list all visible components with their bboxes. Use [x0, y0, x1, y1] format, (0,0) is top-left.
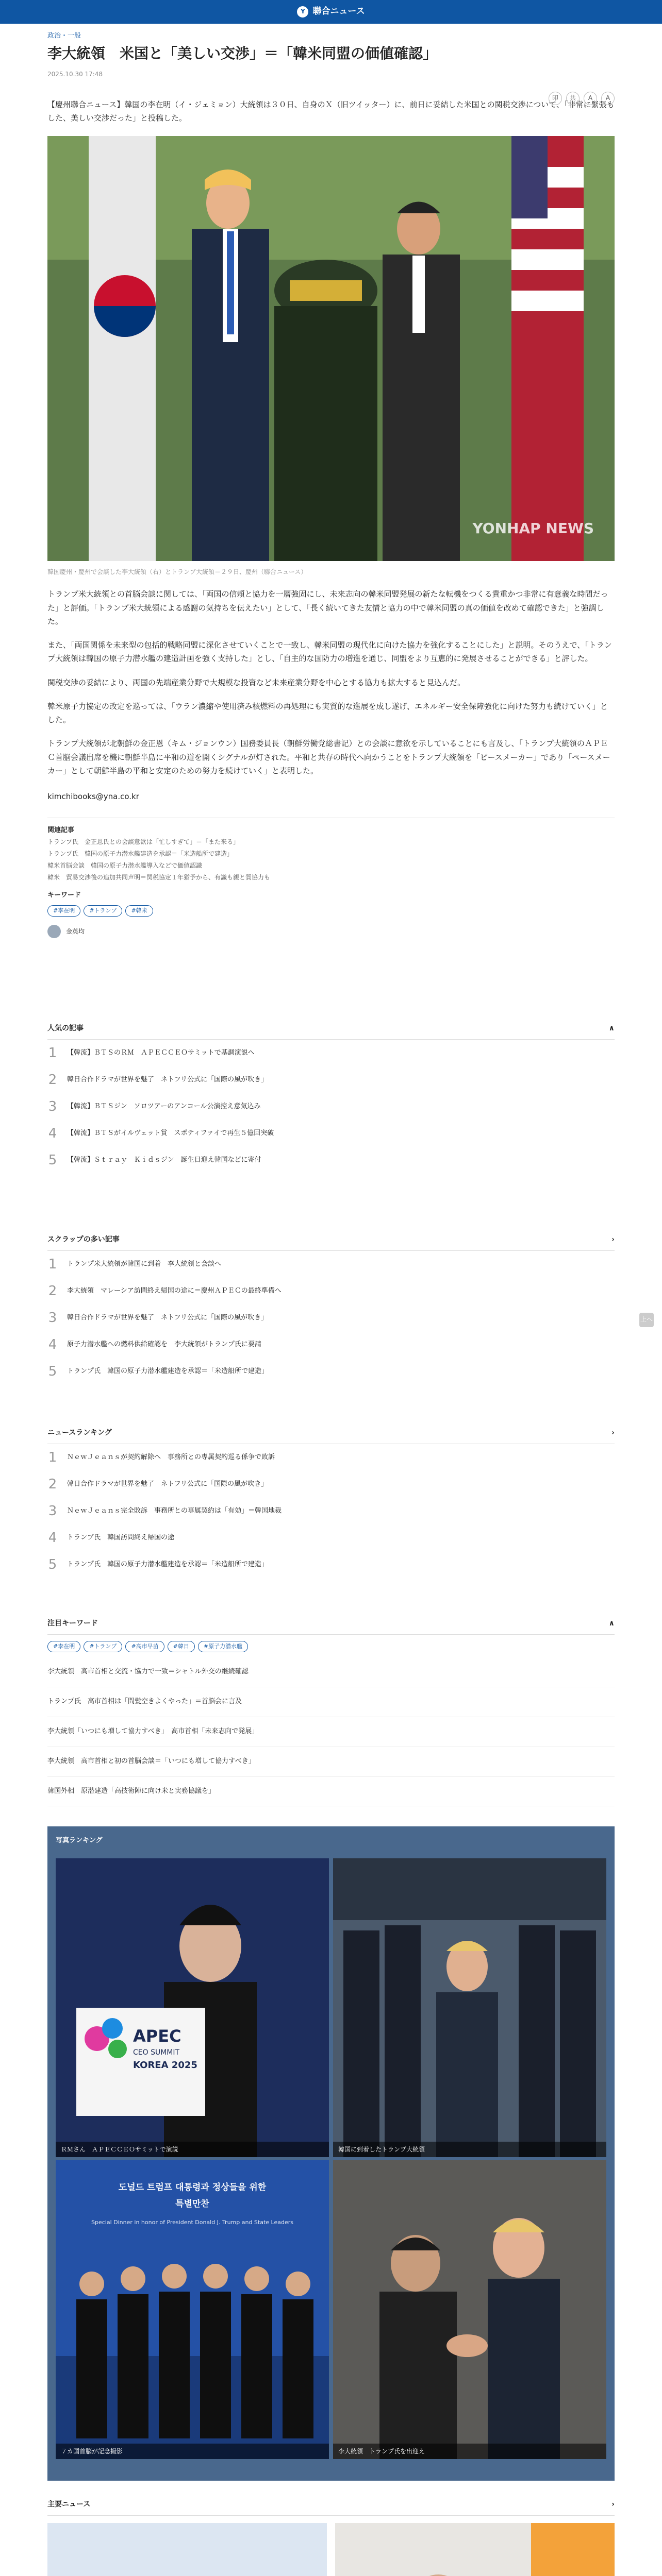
rank-number: 1 — [48, 1045, 57, 1061]
popular-box — [47, 1018, 615, 1174]
apec-text: APEC — [133, 2026, 181, 2046]
article-paragraph: また、「両国関係を未来型の包括的戦略同盟に深化させていくことで一致し、韓米同盟の現代化に向けた協力を強化することにした」と説明。そのうえで、「トランプ大統領は韓国の原子力潜水艦の建造計画を強く支持した」とし、「自主的な国防力の増進を通じ、同盟をより互恵的に発展させることができる」と評した。 — [47, 640, 612, 664]
rank-title: ＮｅｗＪｅａｎｓ完全敗訴 事務所との専属契約は「有効」＝韓国地裁 — [67, 1506, 282, 1515]
keyword-title: キーワード — [47, 891, 81, 900]
photo-label: ７カ国首脳が記念撮影 — [56, 2444, 329, 2459]
rank-title: 原子力潜水艦への燃料供給確認を 李大統領がトランプ氏に要請 — [67, 1340, 262, 1348]
rank-number: 4 — [48, 1530, 57, 1546]
handshake-photo — [333, 2160, 606, 2459]
list-item[interactable]: 李大統領「いつにも増して協力すべき」 高市首相「未来志向で発展」 — [47, 1717, 615, 1747]
article-title: 李大統領 米国と「美しい交渉」＝「韓米同盟の価値確認」 — [47, 44, 438, 62]
rank-item[interactable] — [47, 1524, 615, 1551]
chevron-right-icon[interactable]: › — [611, 1429, 615, 1437]
article-category[interactable]: 政治・一般 — [47, 32, 81, 40]
keyword-tag[interactable]: #原子力潜水艦 — [198, 1641, 248, 1652]
minister-photo — [335, 2523, 615, 2576]
article — [47, 31, 615, 938]
share-icon[interactable]: 共 — [566, 92, 580, 105]
rank-title: 李大統領 マレーシア訪問終え帰国の途に＝慶州ＡＰＥＣの最終準備へ — [67, 1286, 282, 1295]
news-rank-header[interactable] — [47, 1422, 615, 1444]
rank-item[interactable] — [47, 1498, 615, 1524]
hot-keyword-header[interactable] — [47, 1613, 615, 1635]
rank-number: 1 — [48, 1449, 57, 1465]
list-item[interactable]: 韓国外相 原潜建造「高技術陣に向け米と実務協議を」 — [47, 1777, 615, 1807]
hot-tags — [47, 1641, 615, 1652]
dinner-banner-title: 도널드 트럼프 대통령과 정상들을 위한 — [118, 2182, 267, 2193]
main-news-header[interactable] — [47, 2494, 615, 2516]
article-paragraph: トランプ米大統領との首脳会談に関しては、「両国の信頼と協力を一層強固にし、未来志向の韓米同盟発展の新たな転機をつくる貴重かつ非常に有意義な時間だった」と評価。「トランプ米大統領による感謝の気持ちを伝えたい」として、「長く続いてきた友情と協力の中で韓米同盟の真の価値を改めて確認できた」と強調した。 — [47, 589, 608, 626]
scroll-top-button[interactable]: 上へ — [639, 1313, 654, 1327]
rank-item[interactable] — [47, 1471, 615, 1498]
keyword-list — [47, 905, 615, 917]
keyword-tag[interactable]: #トランプ — [84, 905, 122, 917]
keyword-tag[interactable]: #高市早苗 — [125, 1641, 164, 1652]
font-smaller-icon[interactable]: A — [584, 92, 597, 105]
news-rank-title: ニュースランキング — [47, 1429, 112, 1437]
rank-number: 3 — [48, 1310, 57, 1326]
rank-title: トランプ氏 韓国の原子力潜水艦建造を承認＝「米造船所で建造」 — [67, 1560, 269, 1568]
keyword-tag[interactable]: #李在明 — [47, 1641, 80, 1652]
print-icon[interactable]: 印 — [549, 92, 562, 105]
rank-title: トランプ米大統領が韓国に到着 李大統領と会談へ — [67, 1260, 222, 1268]
photo-ranking — [47, 1826, 615, 2481]
main-news-photo[interactable] — [335, 2523, 615, 2576]
rank-item[interactable] — [47, 1147, 615, 1174]
scoop-title: スクラップの多い記事 — [47, 1235, 120, 1244]
rank-title: ＮｅｗＪｅａｎｓが契約解除へ 事務所との専属契約巡る係争で敗訴 — [67, 1453, 275, 1461]
photo-label: 韓国に到着したトランプ大統領 — [333, 2142, 606, 2157]
trump-arrival-photo — [333, 1858, 606, 2157]
font-larger-icon[interactable]: A — [601, 92, 615, 105]
rank-number: 2 — [48, 1283, 57, 1299]
rank-item[interactable] — [47, 1551, 615, 1578]
keyword-tag[interactable]: #トランプ — [84, 1641, 122, 1652]
article-date: 2025.10.30 17:48 — [47, 70, 103, 78]
rank-title: 【韓流】ＢＴＳがイルヴェット賞 スポティファイで再生５億回突破 — [67, 1129, 274, 1137]
dinner-banner-title-2: 특별만찬 — [175, 2199, 209, 2209]
rank-item[interactable] — [47, 1444, 615, 1471]
related-title: 関連記事 — [47, 826, 75, 835]
article-photo — [47, 136, 615, 561]
article-tools — [549, 92, 615, 105]
site-logo[interactable] — [297, 5, 365, 19]
rank-title: トランプ氏 韓国の原子力潜水艦建造を承認＝「米造船所で建造」 — [67, 1367, 269, 1375]
hot-keyword-box — [47, 1613, 615, 1806]
photo-watermark: YONHAP NEWS — [472, 520, 594, 537]
reporter-name: 金英均 — [66, 927, 85, 935]
rank-number: 3 — [48, 1098, 57, 1114]
photo-label: 李大統領 トランプ氏を出迎え — [333, 2444, 606, 2459]
rank-item[interactable] — [47, 1304, 615, 1331]
photo-card[interactable] — [333, 1858, 606, 2157]
list-item[interactable]: 李大統領 高市首相と初の首脳会談＝「いつにも増して協力すべき」 — [47, 1747, 615, 1777]
chevron-right-icon[interactable]: › — [611, 2500, 615, 2509]
summit-photo — [47, 2523, 327, 2576]
rank-item[interactable] — [47, 1358, 615, 1385]
article-paragraph: 韓米原子力協定の改定を巡っては、「ウラン濃縮や使用済み核燃料の再処理にも実質的な進展を成し遂げ、エネルギー安全保障強化に向けた努力も続けていく」とした。 — [47, 701, 608, 725]
rank-number: 2 — [48, 1476, 57, 1492]
rank-item[interactable] — [47, 1066, 615, 1093]
list-item[interactable]: 李大統領 高市首相と交流・協力で一致＝シャトル外交の継続確認 — [47, 1657, 615, 1687]
related-list — [47, 836, 615, 883]
rank-number: 4 — [48, 1336, 57, 1352]
logo-mark: Y — [297, 6, 308, 18]
popular-title: 人気の記事 — [47, 1024, 84, 1032]
main-news-title: 主要ニュース — [47, 2500, 91, 2509]
main-news-photo[interactable] — [47, 2523, 327, 2576]
rank-number: 5 — [48, 1556, 57, 1572]
rank-number: 2 — [48, 1072, 57, 1088]
rank-title: 【韓流】ＢＴＳジン ソロツアーのアンコール公演控え意気込み — [67, 1102, 261, 1110]
logo-text: 聯合ニュース — [312, 6, 365, 17]
reporter-email[interactable]: kimchibooks@yna.co.kr — [47, 792, 139, 802]
rank-number: 1 — [48, 1256, 57, 1272]
reporter[interactable] — [47, 925, 615, 938]
photo-card[interactable] — [56, 1858, 329, 2157]
photo-card[interactable] — [56, 2160, 329, 2459]
photo-card[interactable] — [333, 2160, 606, 2459]
related-item[interactable]: 韓米 貿易交渉後の追加共同声明＝関税協定１年猶予から、有識も親と質協力も — [47, 873, 271, 881]
rank-title: 【韓流】ＢＴＳのＲＭ ＡＰＥＣＣＥＯサミットで基調演説へ — [67, 1048, 255, 1057]
rank-number: 5 — [48, 1363, 57, 1379]
dinner-banner-sub: Special Dinner in honor of President Donald J. Trump and State Leaders — [91, 2219, 293, 2226]
keyword-tag[interactable]: #韓日 — [168, 1641, 195, 1652]
site-header — [0, 0, 662, 24]
rank-item[interactable] — [47, 1251, 615, 1278]
related-item[interactable]: トランプ氏 金正恩氏との会談意欲は「忙しすぎて」＝「また来る」 — [47, 838, 240, 846]
keyword-tag[interactable]: #李在明 — [47, 905, 80, 917]
article-lead: 【慶州聯合ニュース】韓国の李在明（イ・ジェミョン）大統領は３０日、自身のＸ（旧ツイッター）に、前日に妥結した米国との関税交渉について、「非常に緊張もした、美しい交渉だった」と投稿した。 — [47, 99, 615, 123]
rank-item[interactable] — [47, 1040, 615, 1066]
rank-number: 5 — [48, 1152, 57, 1168]
rank-item[interactable] — [47, 1331, 615, 1358]
chevron-up-icon[interactable]: ∧ — [608, 1024, 615, 1032]
apec-subtext: KOREA 2025 — [133, 2060, 197, 2071]
hot-keyword-title: 注目キーワード — [47, 1619, 98, 1628]
related-item[interactable]: 韓米首脳会談 韓国の原子力潜水艦導入などで価値認識 — [47, 861, 203, 869]
rank-title: 【韓流】Ｓｔｒａｙ Ｋｉｄｓジン 誕生日迎え韓国などに寄付 — [67, 1156, 261, 1164]
apec-subtext: CEO SUMMIT — [133, 2048, 180, 2057]
photo-caption: 韓国慶州・慶州で会談した李大統領（右）とトランプ大統領＝２９日、慶州（聯合ニュース） — [47, 568, 307, 576]
photo-label: ＲＭさん ＡＰＥＣＣＥＯサミットで演説 — [56, 2142, 329, 2157]
article-paragraph: トランプ大統領が北朝鮮の金正恩（キム・ジョンウン）国務委員長（朝鮮労働党総書記）との会談に意欲を示していることにも言及し、「トランプ大統領のＡＰＥＣ首脳会議出席を機に朝鮮半島に平和の道を開くシグナルが灯された。平和と共存の時代へ向かうことをトランプ大統領を「ピースメーカー」であり「ペースメーカー」として朝鮮半島の平和と安定のための努力を続けていく」と表明した。 — [47, 739, 610, 775]
rank-item[interactable] — [47, 1120, 615, 1147]
popular-header[interactable] — [47, 1018, 615, 1040]
photo-illustration — [47, 136, 615, 561]
rank-item[interactable] — [47, 1093, 615, 1120]
rank-title: 韓日合作ドラマが世界を魅了 ネトフリ公式に「国際の風が吹き」 — [67, 1480, 268, 1488]
article-paragraph: 関税交渉の妥結により、両国の先端産業分野で大規模な投資など未来産業分野を中心とする協力も拡大すると見込んだ。 — [47, 677, 466, 687]
news-rank-box — [47, 1422, 615, 1578]
rank-number: 4 — [48, 1125, 57, 1141]
reporter-avatar — [47, 925, 61, 938]
list-item[interactable]: トランプ氏 高市首相は「間髪空きよくやった」＝首脳会に言及 — [47, 1687, 615, 1717]
chevron-right-icon[interactable]: › — [611, 1235, 615, 1244]
rank-number: 3 — [48, 1503, 57, 1519]
rank-title: トランプ氏 韓国訪問終え帰国の途 — [67, 1533, 175, 1541]
hot-list — [47, 1657, 615, 1806]
main-news — [47, 2494, 615, 2576]
photo-ranking-title: 写真ランキング — [56, 1837, 103, 1844]
rank-item[interactable] — [47, 1278, 615, 1304]
rm-speech-photo — [56, 1858, 329, 2157]
keyword-tag[interactable]: #韓米 — [125, 905, 153, 917]
related-item[interactable]: トランプ氏 韓国の原子力潜水艦建造を承認＝「米造船所で建造」 — [47, 850, 234, 858]
scoop-header[interactable] — [47, 1229, 615, 1251]
rank-title: 韓日合作ドラマが世界を魅了 ネトフリ公式に「国際の風が吹き」 — [67, 1075, 268, 1083]
scoop-box — [47, 1229, 615, 1385]
chevron-up-icon[interactable]: ∧ — [608, 1619, 615, 1628]
rank-title: 韓日合作ドラマが世界を魅了 ネトフリ公式に「国際の風が吹き」 — [67, 1313, 268, 1321]
